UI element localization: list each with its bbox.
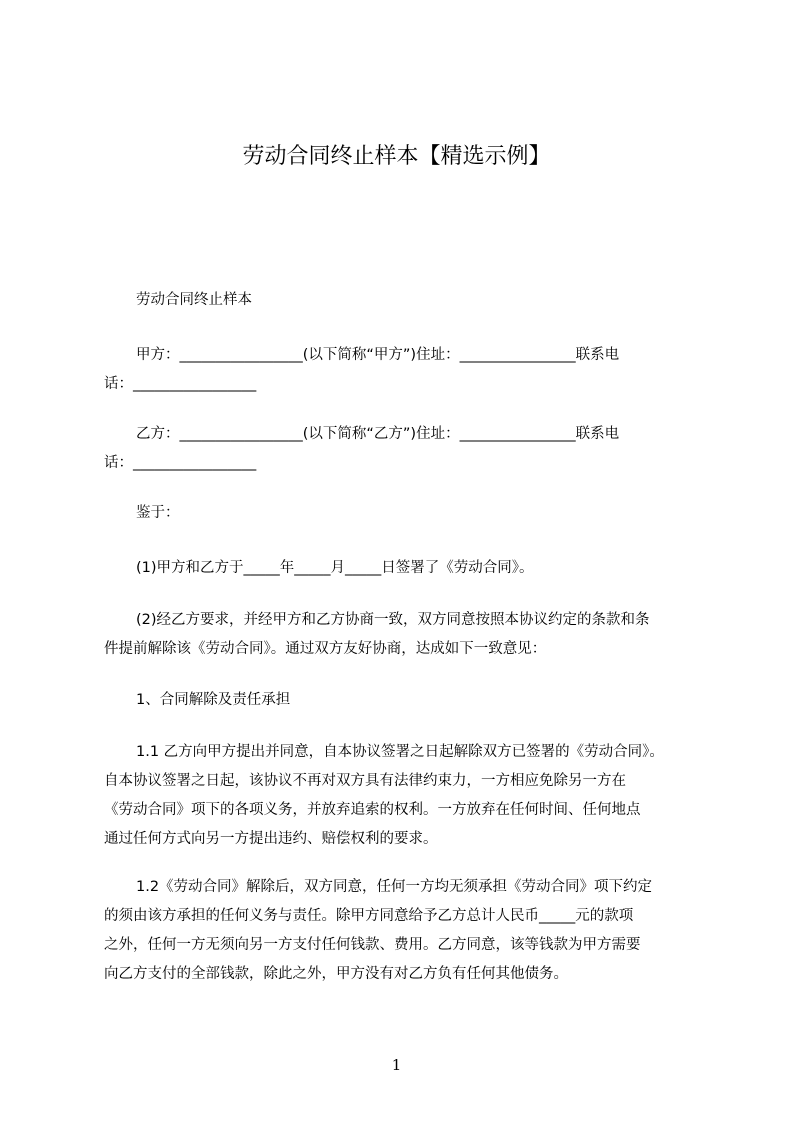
clause-1-2-line-4: 向乙方支付的全部钱款，除此之外，甲方没有对乙方负有任何其他债务。 (104, 966, 568, 982)
clause-1-1-line-3: 《劳动合同》项下的各项义务，并放弃追索的权利。一方放弃在任何时间、任何地点 (104, 802, 641, 818)
whereas-paragraph (104, 499, 704, 528)
recital-1: (1)甲方和乙方于_____年_____月_____日签署了《劳动合同》。 (136, 560, 534, 576)
party-b-line-1: 乙方：_________________(以下简称“乙方”)住址：________________联系电 (136, 426, 620, 442)
whereas-label: 鉴于： (136, 505, 180, 521)
section-1-paragraph (104, 686, 704, 715)
party-b-line-2: 话：_________________ (104, 455, 257, 471)
clause-1-1-paragraph (104, 738, 704, 854)
heading-paragraph (104, 286, 704, 315)
clause-1-1-line-4: 通过任何方式向另一方提出违约、赔偿权利的要求。 (104, 831, 438, 847)
recital-2-line-1: (2)经乙方要求，并经甲方和乙方协商一致，双方同意按照本协议约定的条款和条 (136, 612, 650, 628)
section-heading: 劳动合同终止样本 (136, 292, 252, 308)
page-number: 1 (391, 1056, 402, 1074)
party-a-paragraph (104, 341, 704, 399)
section-1-title: 1、合同解除及责任承担 (136, 692, 291, 708)
clause-1-2-line-2: 的须由该方承担的任何义务与责任。除甲方同意给予乙方总计人民币_____元的款项 (104, 908, 634, 924)
recital-2-line-2: 件提前解除该《劳动合同》。通过双方友好协商，达成如下一致意见： (104, 641, 547, 657)
recital-2-paragraph (104, 606, 704, 664)
clause-1-2-paragraph (104, 873, 704, 989)
document-title: 劳动合同终止样本【精选示例】 (242, 144, 551, 169)
clause-1-1-line-1: 1.1 乙方向甲方提出并同意，自本协议签署之日起解除双方已签署的《劳动合同》。 (136, 744, 664, 760)
party-a-line-1: 甲方：_________________(以下简称“甲方”)住址：________________联系电 (136, 347, 620, 363)
recital-1-paragraph (104, 554, 704, 583)
clause-1-2-line-3: 之外，任何一方无须向另一方支付任何钱款、费用。乙方同意，该等钱款为甲方需要 (104, 937, 641, 953)
party-a-line-2: 话：_________________ (104, 376, 257, 392)
party-b-paragraph (104, 420, 704, 478)
clause-1-1-line-2: 自本协议签署之日起，该协议不再对双方具有法律约束力，一方相应免除另一方在 (104, 773, 626, 789)
clause-1-2-line-1: 1.2《劳动合同》解除后，双方同意，任何一方均无须承担《劳动合同》项下约定 (136, 879, 653, 895)
